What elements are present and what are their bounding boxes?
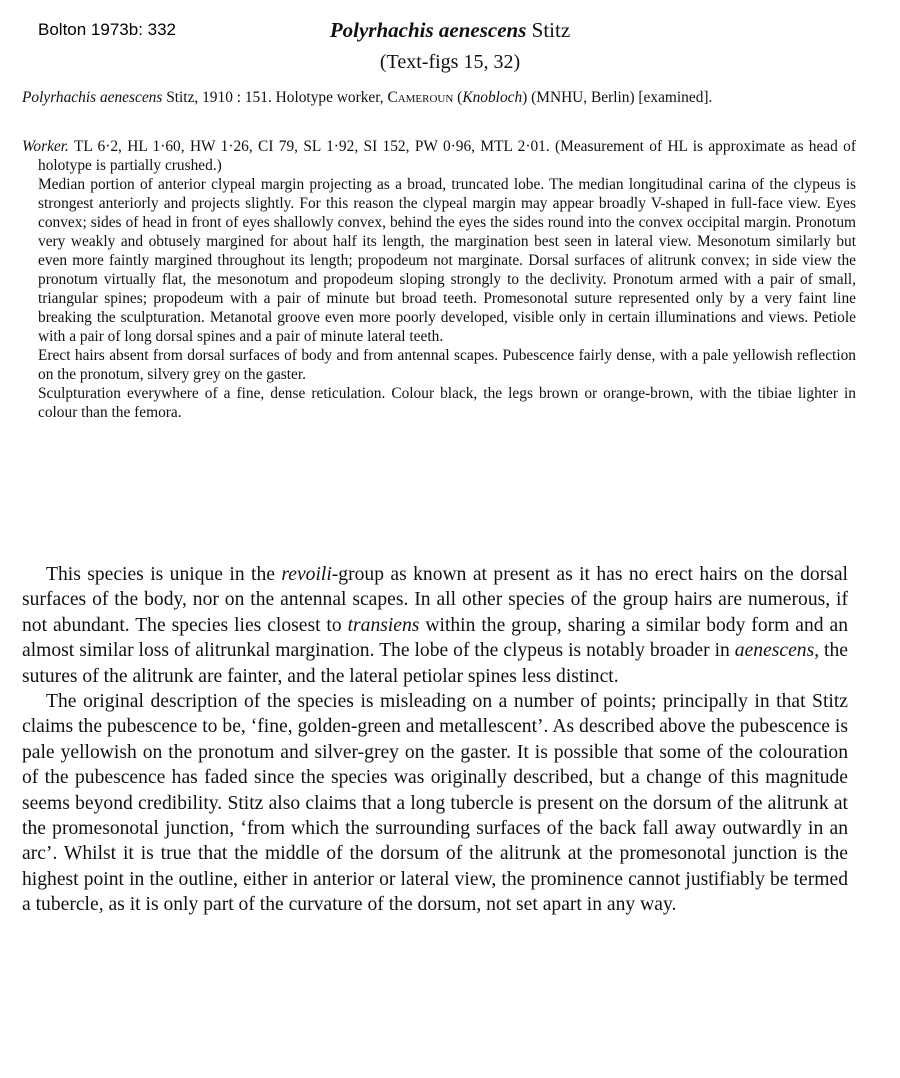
discussion-paragraph-2: The original description of the species is misleading on a number of points; principally in that Stitz claims the pubescence to be, ‘fine, golden-green and metallescent’. As described above the pubescence is pale yellowish on the pronotum and silver-grey on the gaster. It is possible that some of the colouration of the pubescence has faded since the species was originally described, but a change of this magnitude seems beyond credibility. Stitz also claims that a long tubercle is present on the dorsum of the alitrunk at the promesonotal junction, ‘from which the surrounding surfaces of the back fall away outwardly in an arc’. Whilst it is true that the middle of the dorsum of the alitrunk at the promesonotal junction is the highest point in the outline, either in anterior or lateral view, the prominence cannot justifiably be termed a tubercle, as it is only part of the curvature of the dorsum, not set apart in any way. <box>22 691 848 916</box>
type-material-block <box>22 88 856 107</box>
description-paragraph-1: Median portion of anterior clypeal margin projecting as a broad, truncated lobe. The median longitudinal carina of the clypeus is strongest anteriorly and projects slightly. For this reason the clypeal margin may appear broadly V-shaped in full-face view. Eyes convex; sides of head in front of eyes shallowly convex, behind the eyes the sides round into the convex occipital margin. Pronotum very weakly and obtusely margined for about half its length, the margination best seen in lateral view. Mesonotum similarly but even more faintly margined throughout its length; propodeum not marginate. Dorsal surfaces of alitrunk convex; in side view the pronotum virtually flat, the mesonotum and propodeum sloping strongly to the declivity. Pronotum armed with a pair of small, triangular spines; propodeum with a pair of minute but broad teeth. Promesonotal suture represented only by a very faint line breaking the sculpturation. Metanotal groove even more poorly developed, visible only in certain illuminations and views. Petiole with a pair of long dorsal spines and a pair of minute lateral teeth. <box>38 176 856 345</box>
discussion-block <box>22 562 848 918</box>
description-block <box>22 137 856 422</box>
species-author: Stitz <box>526 18 571 42</box>
citation-label: Bolton 1973b: 332 <box>38 20 177 39</box>
description-paragraph-2: Erect hairs absent from dorsal surfaces of body and from antennal scapes. Pubescence fairly dense, with a pale yellowish reflection on the pronotum, silvery grey on the gaster. <box>38 347 856 383</box>
page-title <box>0 17 900 43</box>
type-collector: Knobloch <box>462 89 523 106</box>
type-locality: Cameroun <box>387 89 454 106</box>
type-species-name: Polyrhachis aenescens <box>22 89 163 106</box>
measurements-paragraph: Worker. TL 6·2, HL 1·60, HW 1·26, CI 79, SL 1·92, SI 152, PW 0·96, MTL 2·01. (Measurement of HL is approximate as head of holotype is partially crushed.) <box>22 138 856 174</box>
group-name: revoili <box>281 564 332 585</box>
species-transiens: transiens <box>347 614 420 636</box>
measurements-label: Worker. <box>22 138 69 155</box>
species-aenescens: aenescens <box>734 640 815 662</box>
description-paragraph-3: Sculpturation everywhere of a fine, dense reticulation. Colour black, the legs brown or orange-brown, with the tibiae lighter in colour than the femora. <box>38 385 856 421</box>
type-citation: Polyrhachis aenescens Stitz, 1910 : 151. Holotype worker, Cameroun (Knobloch) (MNHU, Berlin) [examined]. <box>22 89 713 106</box>
figure-reference: (Text-figs 15, 32) <box>379 51 521 73</box>
discussion-paragraph-1: This species is unique in the revoili-group as known at present as it has no erect hairs on the dorsal surfaces of the body, nor on the antennal scapes. In all other species of the group hairs are numerous, if not abundant. The species lies closest to transiens within the group, sharing a similar body form and an almost similar loss of alitrunkal margination. The lobe of the clypeus is notably broader in aenescens, the sutures of the alitrunk are fainter, and the lateral petiolar spines less distinct. <box>22 564 848 687</box>
species-name: Polyrhachis aenescens <box>329 18 527 42</box>
